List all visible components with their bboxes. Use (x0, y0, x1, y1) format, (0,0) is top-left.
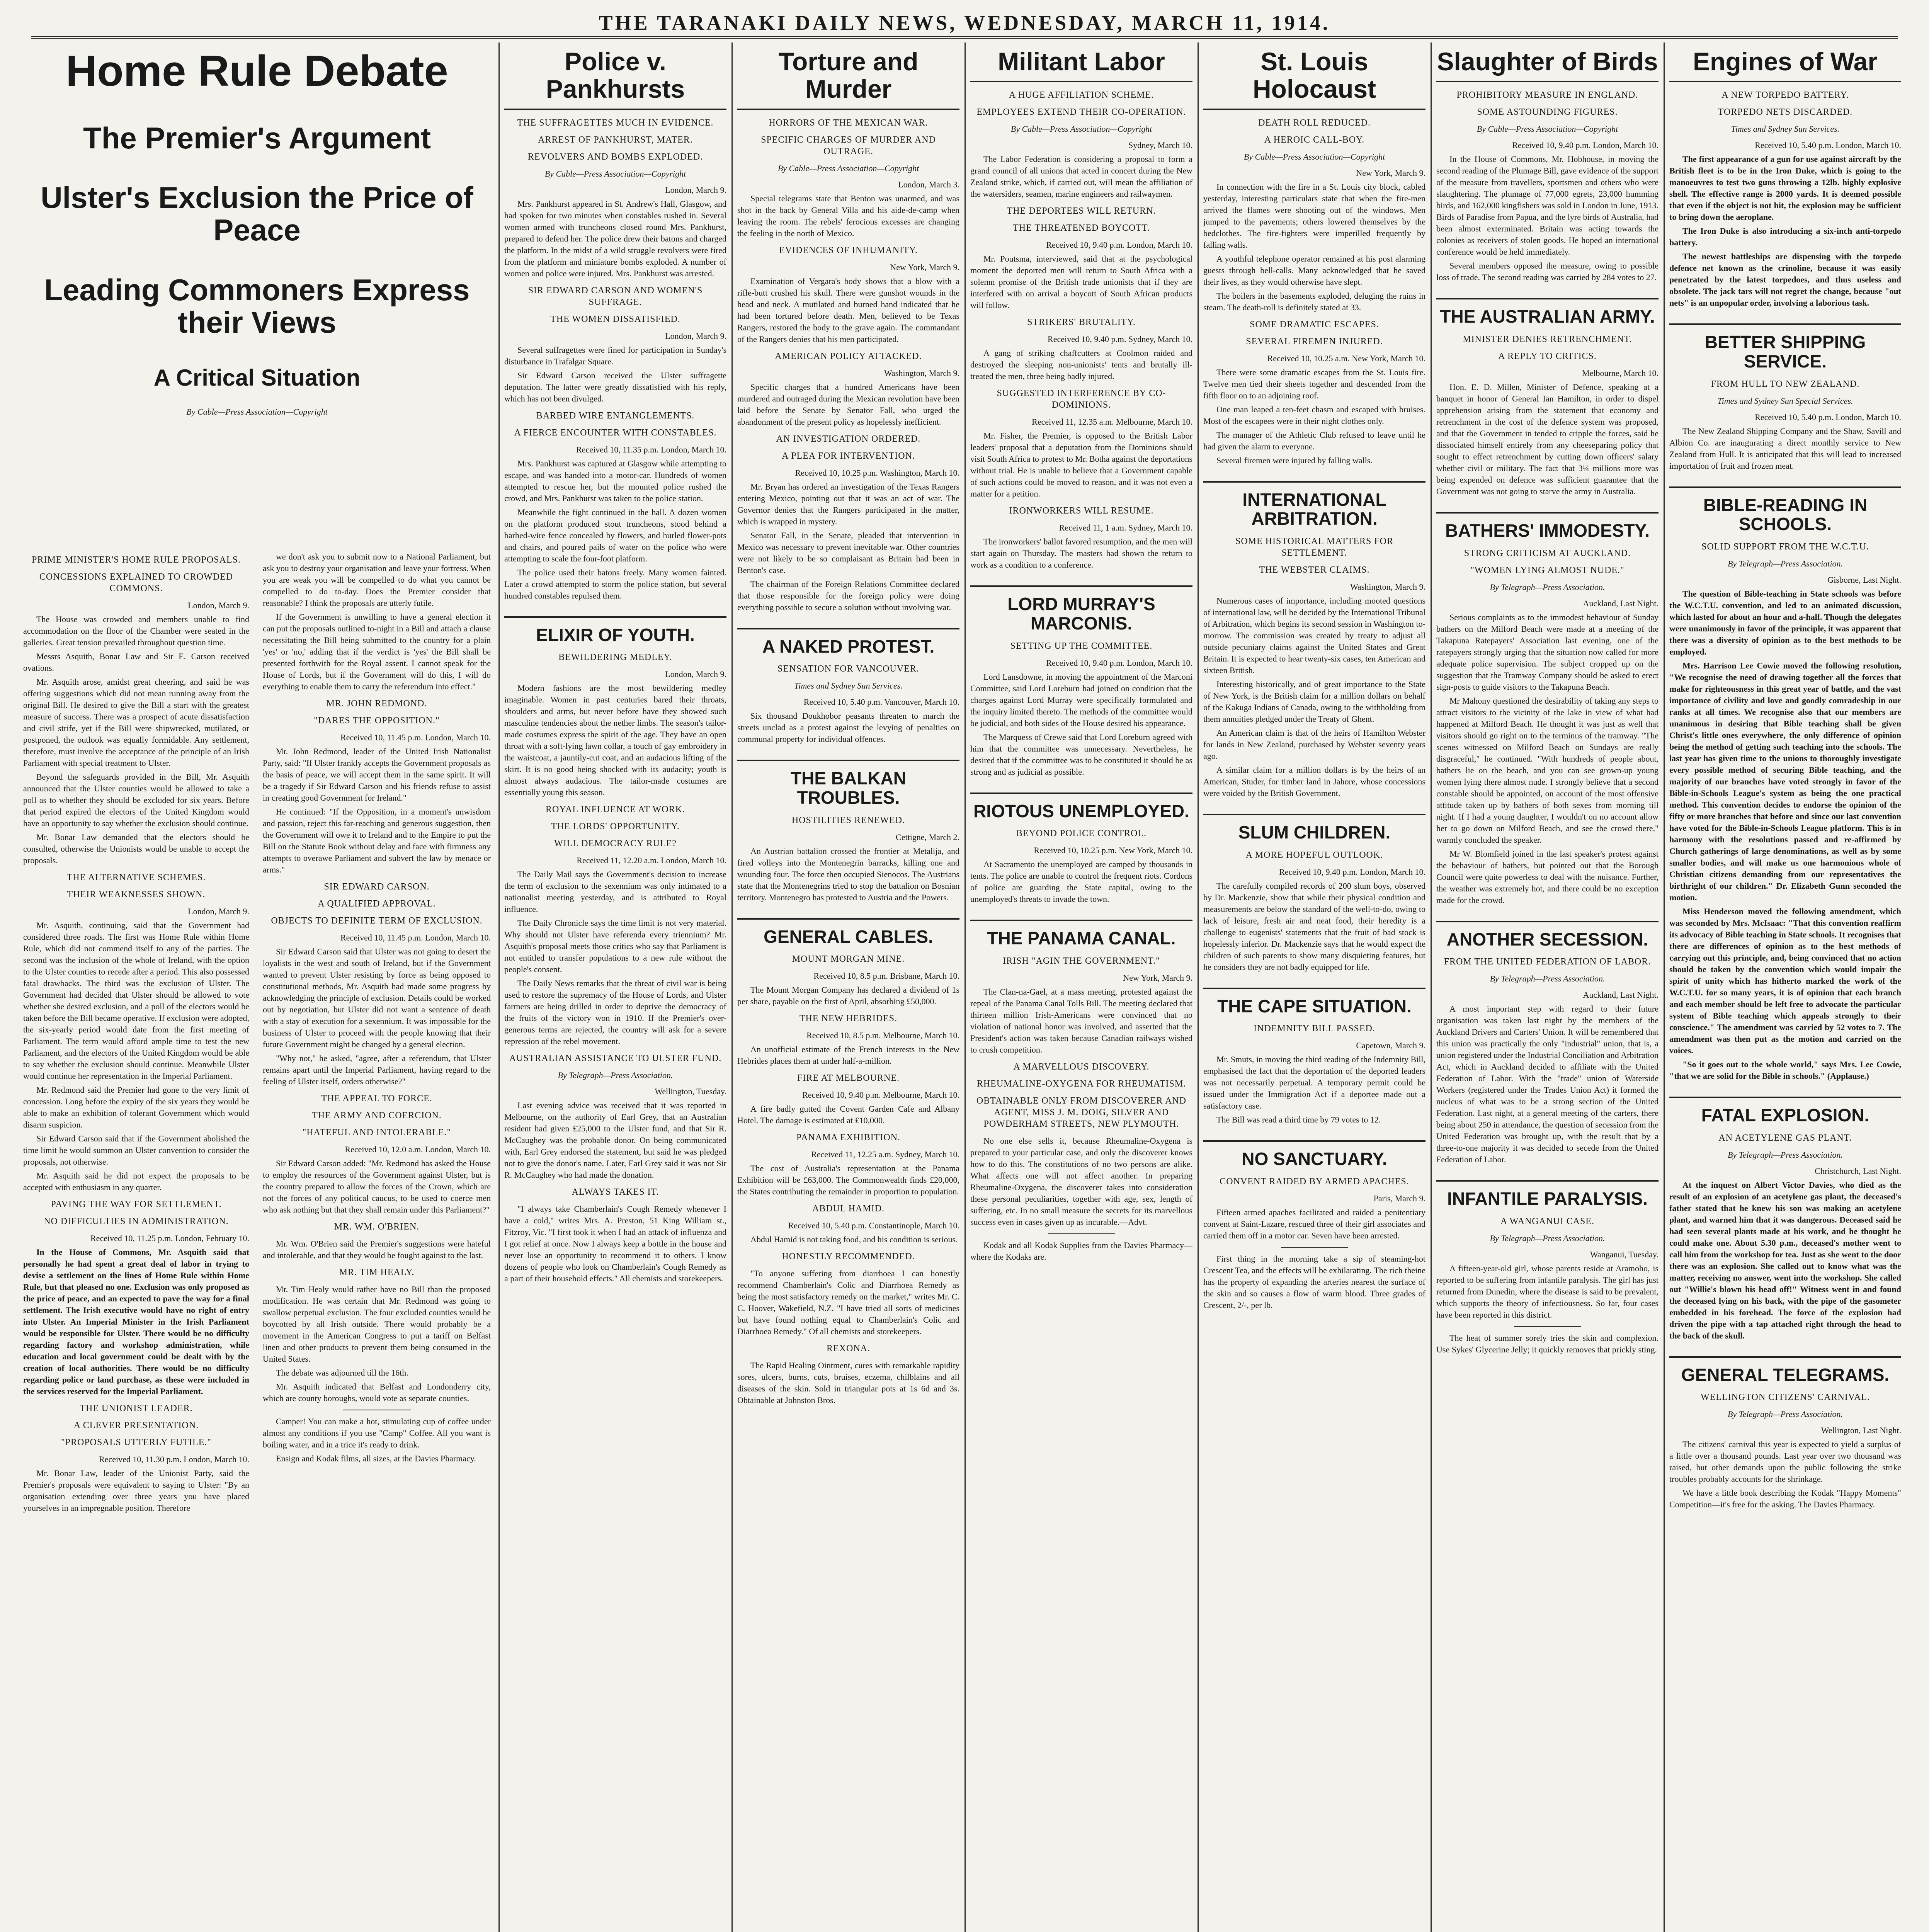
dateline: London, March 9. (665, 669, 726, 679)
dateline: Received 10, 11.30 p.m. London, March 10. (99, 1454, 249, 1464)
paragraph: Interesting historically, and of great importance to the State of New York, is the British claim for a million dollars on behalf of the Kakuga Indians of Canada, owing to the withholding from them annuities pledged under the Treaty of Ghent. (1203, 679, 1425, 724)
subhead: MINISTER DENIES RETRENCHMENT. (1463, 334, 1632, 344)
paragraph: The Bill was read a third time by 79 votes to 12. (1216, 1115, 1381, 1125)
subhead: EMPLOYEES EXTEND THEIR CO-OPERATION. (976, 107, 1186, 117)
subhead: MOUNT MORGAN MINE. (792, 954, 905, 964)
section-headline: RIOTOUS UNEMPLOYED. (970, 793, 1192, 821)
dateline: London, March 9. (665, 331, 726, 341)
paragraph: In the House of Commons, Mr. Hobhouse, in moving the second reading of the Plumage Bill, gave evidence of the support of the measure from travellers, sportsmen and others who were slaughtering. The plumage of 77,000 egrets, 23,000 humming birds, and 162,000 kingfishers was sold in London in June, 1913. Birds of Paradise from Papua, and the lyre birds of Australia, had been almost exterminated. Britain was acting towards the colonies as receivers of stolen goods. He hoped an international conference would be held immediately. (1436, 154, 1659, 257)
dateline: Paris, March 9. (1373, 1193, 1425, 1203)
subhead: CONCESSIONS EXPLAINED TO CROWDED COMMONS. (39, 572, 233, 594)
section-headline: GENERAL CABLES. (737, 918, 959, 947)
subhead: SIR EDWARD CARSON. (324, 882, 430, 892)
subhead: AN ACETYLENE GAS PLANT. (1718, 1133, 1852, 1143)
subhead: FROM THE UNITED FEDERATION OF LABOR. (1444, 957, 1651, 967)
paragraph: A fifteen-year-old girl, whose parents reside at Aramoho, is reported to be suffering from infantile paralysis. The girl has just returned from Dunedin, where the disease is said to be prevalent, which supports the theory of infectiousness. So far, four cases have been reported in this district. (1436, 1263, 1659, 1320)
subhead: WILL DEMOCRACY RULE? (554, 838, 677, 849)
byline: By Cable—Press Association—Copyright (1477, 124, 1618, 134)
paragraph: Mr. Poutsma, interviewed, said that at the psychological moment the deported men will return to South Africa with a solemn promise of the British trade unionists that if they are interfered with on arrival a boycott of South African products will follow. (970, 254, 1192, 310)
paragraph: Abdul Hamid is not taking food, and his condition is serious. (750, 1235, 958, 1245)
byline: By Cable—Press Association—Copyright (777, 163, 919, 173)
section-headline: THE PANAMA CANAL. (970, 920, 1192, 948)
home-rule-deck-3: Leading Commoners Express their Views (44, 272, 470, 339)
subhead: HONESTLY RECOMMENDED. (782, 1252, 915, 1262)
subhead: DEATH ROLL REDUCED. (1258, 117, 1371, 128)
column-torture-murder (737, 43, 959, 1932)
paragraph: Specific charges that a hundred Americans have been murdered and outraged during the Mexican revolution have been laid before the Senate by Senator Fall, who urged the abandonment of the present policy as hopelessly inefficient. (737, 382, 959, 427)
paragraph: The citizens' carnival this year is expected to yield a surplus of a little over a thousand pounds. Last year over two thousand was raised, but other demands upon the public following the strike troubles probably accounts for the shrinkage. (1669, 1439, 1901, 1484)
dateline: Received 10, 11.35 p.m. London, March 10. (576, 444, 726, 454)
dateline: Received 10, 11.45 p.m. London, March 10. (340, 733, 491, 742)
section-headline: BETTER SHIPPING SERVICE. (1669, 323, 1901, 371)
divider (1281, 1247, 1348, 1248)
subhead: THEIR WEAKNESSES SHOWN. (67, 889, 206, 900)
dateline: Received 10, 9.40 p.m. Sydney, March 10. (1048, 334, 1192, 344)
paragraph: Serious complaints as to the immodest behaviour of Sunday bathers on the Milford Beach were made at a meeting of the Takapuna Ratepayers' Association last evening, one of the ratepayers strongly urging that the situation now called for more adequate police supervision. The subject cropped up on the suggestion that the Tramway Company should be asked to erect sign-posts to guide visitors to the Takapuna Beach. (1436, 612, 1659, 692)
byline: Times and Sydney Sun Special Services. (1717, 396, 1853, 406)
dateline: Washington, March 9. (884, 368, 959, 378)
paragraph: Modern fashions are the most bewildering medley imaginable. Women in past centuries bared their throats, shoulders and arms, but never before have they showed such masculine tendencies about the nether limbs. The season's tailor-made costumes express the spirit of the age. They have an open throat with a soft-lying lawn collar, a touch of gay embroidery in the waistcoat, a jauntily-cut coat, and an audacious lifting of the skirt. It is no good being shocked with its audacity; youth is almost always audacious. The tailor-made costumes are essentially young this season. (504, 683, 726, 798)
column-headline: Torture and Murder (737, 48, 959, 110)
paragraph: An American claim is that of the heirs of Hamilton Webster for lands in New Zealand, purchased by Webster seventy years ago. (1203, 728, 1425, 761)
dateline: Wellington, Tuesday. (655, 1087, 726, 1097)
subhead: A HEROIC CALL-BOY. (1264, 134, 1365, 145)
subhead: ROYAL INFLUENCE AT WORK. (546, 804, 685, 815)
paragraph: Senator Fall, in the Senate, pleaded that intervention in Mexico was necessary to prevent inevitable war. Other countries were not likely to be so complaisant as Britain had been in Benton's case. (737, 530, 959, 575)
advertisement: Ensign and Kodak films, all sizes, at the Davies Pharmacy. (276, 1454, 476, 1463)
paragraph: Sir Edward Carson added: "Mr. Redmond has asked the House to employ the resources of the Government against Ulster, but is the country prepared to allow the forces of the Crown, which are not the forces of any political caucus, to be used to coerce men who ask nothing but that they shall remain under this Parliament?" (263, 1158, 491, 1214)
column-headline: Militant Labor (970, 48, 1192, 82)
paragraph: Mr. John Redmond, leader of the United Irish Nationalist Party, said: "If Ulster frankly accepts the Government proposals as the basis of peace, we will accept them in the same spirit. It will be a tragedy if Sir Edward Carson and his friends refuse to assist in creating good Government for Ireland." (263, 747, 491, 803)
column-police-pankhursts (504, 43, 726, 1932)
subhead: A MORE HOPEFUL OUTLOOK. (1245, 850, 1383, 860)
paragraph: Several firemen were injured by falling walls. (1216, 455, 1373, 465)
advertisement: Camper! You can make a hot, stimulating cup of coffee under almost any conditions if you use "Camp" Coffee. All you want is boiling water, and in a trice it's ready to drink. (263, 1417, 491, 1449)
dateline: Received 10, 9.40 p.m. London, March 10. (1046, 658, 1192, 668)
dateline: Washington, March 9. (1350, 582, 1425, 592)
byline: Times and Sydney Sun Services. (794, 681, 903, 691)
byline: By Telegraph—Press Association. (1490, 974, 1605, 984)
paragraph: Several suffragettes were fined for participation in Sunday's disturbance in Trafalgar Square. (504, 345, 726, 366)
dateline: Received 11, 12.25 a.m. Sydney, March 10. (811, 1150, 959, 1160)
dateline: Received 10, 12.0 a.m. London, March 10. (345, 1145, 491, 1154)
subhead: PAVING THE WAY FOR SETTLEMENT. (51, 1199, 222, 1209)
paragraph: Mr. Tim Healy would rather have no Bill than the proposed modification. He was certain that Mr. Redmond was going to swallow perpetual exclusion. The four excluded counties would be boycotted by all Irish outside. There would probably be a movement in the American Congress to put a tariff on Belfast linen and other products to prevent them being consumed in the United States. (263, 1284, 491, 1364)
byline: By Cable—Press Association—Copyright (1010, 124, 1152, 134)
section-headline: A NAKED PROTEST. (737, 628, 959, 656)
section-headline: THE BALKAN TROUBLES. (737, 760, 959, 807)
byline: By Telegraph—Press Association. (1490, 582, 1605, 592)
byline: By Cable—Press Association—Copyright (186, 406, 328, 417)
subhead: AUSTRALIAN ASSISTANCE TO ULSTER FUND. (509, 1053, 722, 1064)
subhead: ABDUL HAMID. (812, 1204, 885, 1214)
subhead: A MARVELLOUS DISCOVERY. (1013, 1061, 1150, 1072)
dateline: Wanganui, Tuesday. (1590, 1249, 1659, 1259)
subhead: SPECIFIC CHARGES OF MURDER AND OUTRAGE. (761, 134, 936, 156)
home-rule-column-b (263, 549, 491, 1932)
paragraph: Mr. Asquith indicated that Belfast and Londonderry city, which are county boroughs, would vote as separate counties. (263, 1382, 491, 1403)
advertisement: No one else sells it, because Rheumaline-Oxygena is prepared to your particular case, and only the discoverer knows how to do this. The constitutions of no two persons are alike. What affects one will not affect another. In preparing Rheumaline-Oxygena, the discoverer takes into consideration these personal peculiarities, together with age, sex, length of suffering, etc. In no small measure the secrets for its marvellous success even in cases given up as incurable.—Advt. (970, 1136, 1192, 1227)
dateline: Received 10, 10.25 p.m. New York, March 10. (1034, 845, 1192, 855)
column-rule (1664, 43, 1665, 1932)
paragraph: Mr W. Blomfield joined in the last speaker's protest against the behaviour of bathers, but pointed out that the Borough Council were quite powerless to deal with the nuisance. Further, the weather was extremely hot, and there could be no exception made for the crowd. (1436, 849, 1659, 905)
paragraph: Beyond the safeguards provided in the Bill, Mr. Asquith announced that the Ulster counties would be allowed to take a poll as to whether they should be excluded for six years. Before that period expired the electors of the United Kingdom would have an opportunity to say whether the exclusion should continue. (23, 772, 249, 828)
subhead: "PROPOSALS UTTERLY FUTILE." (61, 1437, 212, 1447)
subhead: REVOLVERS AND BOMBS EXPLODED. (527, 151, 703, 162)
subhead: NO DIFFICULTIES IN ADMINISTRATION. (44, 1216, 229, 1226)
paragraph: we don't ask you to submit now to a National Parliament, but ask you to destroy your organisation and leave your fortress. When you are weak you will be compelled to do what you cannot be compelled to do to-day. Does the Premier consider that reasonable? I think the proposals are utterly futile. (263, 552, 491, 608)
paragraph: Mr. Asquith said he did not expect the proposals to be accepted with enthusiasm in any quarter. (23, 1171, 249, 1192)
paragraph: Lord Lansdowne, in moving the appointment of the Marconi Committee, said Lord Loreburn had joined on condition that the charges against Lord Murray were specifically formulated and the inquiry limited thereto. The methods of the committee would be judicial, and both sides of the House desired his appearance. (970, 672, 1192, 728)
subhead: TORPEDO NETS DISCARDED. (1718, 107, 1853, 117)
paragraph: The Marquess of Crewe said that Lord Loreburn agreed with him that the committee was unnecessary. Nevertheless, he desired that if the committee was to be constituted it should be as strong and as judicial as possible. (970, 732, 1192, 777)
byline: By Telegraph—Press Association. (1727, 1409, 1843, 1419)
paragraph: Mr. Bryan has ordered an investigation of the Texas Rangers entering Mexico, pointing out that it was an act of war. The Governor denies that the Rangers participated in the matter, which is wrapped in mystery. (737, 481, 959, 526)
dateline: Received 10, 8.5 p.m. Brisbane, March 10. (813, 971, 959, 981)
subhead: THE ALTERNATIVE SCHEMES. (66, 872, 206, 883)
section-headline: BIBLE-READING IN SCHOOLS. (1669, 486, 1901, 534)
subhead: BARBED WIRE ENTANGLEMENTS. (536, 410, 695, 421)
subhead: THE LORDS' OPPORTUNITY. (551, 821, 680, 832)
dateline: Received 10, 5.40 p.m. Constantinople, March 10. (788, 1221, 959, 1231)
paragraph: In the House of Commons, Mr. Asquith said that personally he had spent a great deal of labor in trying to devise a settlement on the lines of Home Rule within Home Rule, but that pleased no one. Exclusion was only proposed as the price of peace, and an expected to pave the way for a final settlement. The Irish executive would have no right of entry into Ulster. An Imperial Minister in the Irish Parliament would be responsible for Ulster. There would be no difficulty regarding factory and workshop administration, while education and local government could be dealt with by the creation of local authorities. There would be no difficulty regarding police or land purchase, as these were included in the services reserved for the Imperial Parliament. (23, 1247, 249, 1396)
paragraph: The police used their batons freely. Many women fainted. Later a crowd attempted to storm the police station, but several hundred constables repulsed them. (504, 567, 726, 600)
subhead: STRIKERS' BRUTALITY. (1027, 317, 1136, 328)
subhead: FROM HULL TO NEW ZEALAND. (1711, 379, 1860, 389)
section-headline: FATAL EXPLOSION. (1669, 1097, 1901, 1125)
dateline: Received 10, 11.25 p.m. London, February 10. (90, 1233, 249, 1243)
subhead: A NEW TORPEDO BATTERY. (1721, 90, 1849, 100)
subhead: EVIDENCES OF INHUMANITY. (779, 245, 918, 255)
dateline: Received 10, 5.40 p.m. London, March 10. (1755, 412, 1901, 422)
subhead: CONVENT RAIDED BY ARMED APACHES. (1220, 1176, 1409, 1187)
subhead: SETTING UP THE COMMITTEE. (1010, 641, 1153, 651)
subhead: MR. TIM HEALY. (339, 1267, 415, 1277)
subhead: SENSATION FOR VANCOUVER. (777, 664, 919, 674)
paragraph: "So it goes out to the whole world," says Mrs. Lee Cowie, "that we are solid for the Bible in schools." (Applause.) (1669, 1059, 1901, 1081)
advertisement: "I always take Chamberlain's Cough Remedy whenever I have a cold," writes Mrs. A. Preston, 51 King William st., Fitzroy, Vic. "I first took it when I had an attack of influenza and I got relief at once. Now I always keep a bottle in the house and never lose an opportunity to recommend it to others. I know dozens of people who look on Chamberlain's Cough Remedy as a part of their household effects." All chemists and storekeepers. (504, 1204, 726, 1284)
subhead: SOME DRAMATIC ESCAPES. (1250, 319, 1379, 330)
column-headline: St. Louis Holocaust (1203, 48, 1425, 110)
dateline: Received 10, 11.45 p.m. London, March 10. (340, 933, 491, 942)
subhead: THE THREATENED BOYCOTT. (1013, 223, 1150, 233)
home-rule-headline: Home Rule Debate (66, 47, 448, 95)
advertisement: First thing in the morning take a sip of steaming-hot Crescent Tea, and the effects will be exhilarating. The rich theine has the property of expanding the arteries nearest the surface of the skin and so causes a flow of warm blood. Three grades of Crescent, 2/-, per lb. (1203, 1253, 1425, 1310)
dateline: New York, March 9. (1356, 168, 1425, 178)
paragraph: The newest battleships are dispensing with the torpedo defence net known as the crinoline, because it was easily penetrated by the latest torpedoes, and thus useless and obsolete. The jack tars will not regret the change, because "out nets" is an unpopular order, involving a laborious task. (1669, 252, 1901, 308)
paragraph: The Clan-na-Gael, at a mass meeting, protested against the repeal of the Panama Canal Tolls Bill. The meeting declared that thirteen million Irish-Americans were convinced that no violation of national honor was involved, and asserted that the President's action was taken because Canadian railways wished to crush competition. (970, 986, 1192, 1054)
dateline: Received 11, 12.20 a.m. London, March 10. (577, 855, 726, 866)
advertisement: "To anyone suffering from diarrhoea I can honestly recommend Chamberlain's Colic and Diarrhoea Remedy as being the most satisfactory remedy on the market," writes Mr. C. C. Hoover, Wakefield, N.Z. "I have tried all sorts of medicines but have found nothing equal to Chamberlain's Colic and Diarrhoea Remedy." Of all chemists and storekeepers. (737, 1269, 959, 1337)
paragraph: Mr. Asquith arose, amidst great cheering, and said he was offering suggestions which did not mean running away from the original Bill. He desired to give the Bill a start with the greatest measure of success. There was a prospect of acute dissatisfaction and civil strife, yet if the Bill were shipwrecked, mutilated, or postponed, the outlook was equally formidable. Any settlement, therefore, must involve the acceptance of the principle of an Irish Parliament with special treatment to Ulster. (23, 677, 249, 768)
subhead: BEWILDERING MEDLEY. (558, 652, 672, 663)
paragraph: Several members opposed the measure, owing to possible loss of trade. The second reading was carried by 284 votes to 27. (1436, 261, 1659, 282)
dateline: Received 10, 9.40 p.m. Melbourne, March 10. (802, 1090, 959, 1100)
subhead: OBTAINABLE ONLY FROM DISCOVERER AND AGENT, MISS J. M. DOIG, SILVER AND POWDERHAM STREETS, NEW PLYMOUTH. (976, 1095, 1187, 1129)
byline: By Telegraph—Press Association. (1727, 1150, 1843, 1160)
paragraph: Six thousand Doukhobor peasants threaten to march the streets unclad as a protest against the levying of penalties on communal property for individual offences. (737, 711, 959, 744)
paragraph: The New Zealand Shipping Company and the Shaw, Savill and Albion Co. are inaugurating a direct monthly service to New Zealand from Hull. It is anticipated that this will lead to increased importation of fruit and frozen meat. (1669, 426, 1901, 471)
paragraph: The Daily News remarks that the threat of civil war is being used to restore the supremacy of the House of Lords, and Ulster farmers are being drilled in order to deprive the democracy of the fruits of the victory won in 1910. If the Premier's over-generous terms are rejected, the country will ask for a severe repression of the rebel movement. (504, 978, 726, 1046)
byline: By Cable—Press Association—Copyright (544, 168, 686, 179)
byline: By Telegraph—Press Association. (558, 1070, 673, 1080)
paragraph: Mr. Redmond said the Premier had gone to the very limit of concession. Long before the expiry of the six years they would be able to make an exhibition of tolerant Government which would disarm suspicion. (23, 1085, 249, 1129)
paragraph: If the Government is unwilling to have a general election it can put the proposals outlined to-night in a Bill and attach a clause necessitating the Bill being submitted to the country for a plain 'yes' or 'no,' adding that if the verdict is 'yes' the Bill shall be presented forthwith for the Royal assent. I cannot speak for the House of Lords, but if the Government will do this, I will do everything to enable them to carry the referendum into effect." (263, 612, 491, 691)
dateline: Received 11, 1 a.m. Sydney, March 10. (1059, 523, 1192, 533)
column-headline: Slaughter of Birds (1436, 48, 1659, 82)
subhead: A CLEVER PRESENTATION. (73, 1420, 199, 1430)
paragraph: The ironworkers' ballot favored resumption, and the men will start again on Thursday. The masters had shown the return to work as a condition to a conference. (970, 537, 1192, 570)
dateline: Cettigne, March 2. (896, 832, 959, 842)
masthead-title: THE TARANAKI DAILY NEWS, WEDNESDAY, MARCH 11, 1914. (599, 11, 1330, 34)
dateline: Received 10, 5.40 p.m. London, March 10. (1755, 140, 1901, 150)
subhead: OBJECTS TO DEFINITE TERM OF EXCLUSION. (271, 916, 483, 926)
paragraph: Sir Edward Carson received the Ulster suffragette deputation. The latter were greatly dissatisfied with his reply, which has not been divulged. (504, 370, 726, 403)
home-rule-headlines (23, 43, 491, 545)
subhead: ARREST OF PANKHURST, MATER. (538, 134, 693, 145)
subhead: A REPLY TO CRITICS. (1498, 351, 1597, 361)
paragraph: Last evening advice was received that it was reported in Melbourne, on the authority of Earl Grey, that an Australian resident had given £25,000 to the Ulster fund, and that Sir R. McCaughey was the probable donor. On being communicated with, Earl Grey endorsed the statement, but said he was pledged not to give the donor's name. Later, Earl Grey said it was not Sir R. McCaughey who had made the donation. (504, 1100, 726, 1180)
paragraph: The Labor Federation is considering a proposal to form a grand council of all unions that acted in concert during the New Zealand strike, which, if carried out, will mean the affiliation of the watersiders, seamen, marine engineers and railwaymen. (970, 154, 1192, 199)
subhead: RHEUMALINE-OXYGENA FOR RHEUMATISM. (976, 1078, 1186, 1089)
subhead: AMERICAN POLICY ATTACKED. (775, 351, 922, 361)
column-rule (1198, 43, 1199, 1932)
subhead: BEYOND POLICE CONTROL. (1016, 828, 1147, 839)
dateline: Received 10, 9.40 p.m. London, March 10. (1512, 140, 1659, 150)
paragraph: Meanwhile the fight continued in the hall. A dozen women on the platform produced stout truncheons, stood behind a barbed-wire fence concealed by flowers, and hurled flower-pots and chairs, and poured pails of water on the police who were attempting to scale the four-foot platform. (504, 507, 726, 563)
dateline: London, March 9. (188, 906, 249, 916)
subhead: HORRORS OF THE MEXICAN WAR. (769, 117, 928, 128)
paragraph: In connection with the fire in a St. Louis city block, cabled yesterday, interesting particulars state that when the fire-men arrived the flames were shooting out of the windows. Men jumped to the pavements; others lowered themselves by the bedclothes. The fire-fighters were imperilled frequently by falling walls. (1203, 182, 1425, 250)
dateline: London, March 9. (665, 185, 726, 195)
subhead: HOSTILITIES RENEWED. (791, 815, 905, 825)
paragraph: The carefully compiled records of 200 slum boys, observed by Dr. Mackenzie, show that while their physical condition and measurements are below the standard of the well-to-do, owing to lack of leisure, fresh air and neat food, their heredity is a challenge to eugenists' statements that the fruit of bad stock is hopelessly inferior. Dr. Mackenzie says that he would expect the children of such parents to show many disquieting features, but he considers they are not badly equipped for life. (1203, 881, 1425, 972)
dateline: Melbourne, March 10. (1582, 368, 1659, 378)
section-headline: THE AUSTRALIAN ARMY. (1436, 298, 1659, 327)
dateline: Received 10, 8.5 p.m. Melbourne, March 10. (806, 1031, 959, 1041)
column-rule (731, 43, 733, 1932)
dateline: New York, March 9. (1123, 973, 1192, 983)
paragraph: Mr. Bonar Law, leader of the Unionist Party, said the Premier's proposals were equivalent to saying to Ulster: "By an organisation extending over three years you have placed yourselves in an impregnable position. Therefore (23, 1468, 249, 1513)
subhead: SOME ASTOUNDING FIGURES. (1477, 107, 1618, 117)
subhead: STRONG CRITICISM AT AUCKLAND. (1464, 548, 1631, 558)
subhead: "WOMEN LYING ALMOST NUDE." (1470, 565, 1625, 575)
masthead (31, 9, 1898, 39)
subhead: THE APPEAL TO FORCE. (321, 1094, 432, 1104)
subhead: FIRE AT MELBOURNE. (797, 1073, 900, 1083)
column-slaughter-of-birds (1436, 43, 1659, 1932)
subhead: INDEMNITY BILL PASSED. (1254, 1024, 1375, 1034)
advertisement: We have a little book describing the Kodak "Happy Moments" Competition—it's free for the asking. The Davies Pharmacy. (1669, 1488, 1901, 1510)
paragraph: Mrs. Harrison Lee Cowie moved the following resolution, "We recognise the need of drawing together all the forces that make for righteousness in this great year of battle, and the vast importance of civility and love and goodly comradeship in our ranks at all times. We recognise also that our members are unanimous in desiring that Bible teaching shall be given Christ's little ones everywhere, the only difference of opinion being the method of getting such teaching into the schools. The last year has given time to the unions to thoroughly investigate every possible method of securing Bible teaching, and the majority of our branches have voted strongly in favor of the Bible-in-Schools League's system as being the one practical method. This convention decides to endorse the opinion of the fifty or more branches that before and since our last convention have voted for the Bible-in-Schools League platform. This is in harmony with the resolutions passed and re-affirmed by Church gatherings of large denominations, as well as by some smaller bodies, and will make us one harmonious whole of Christian citizens demanding from our representatives the birthright of our children." Dr. Elizabeth Gunn seconded the motion. (1669, 660, 1901, 902)
paragraph: The chairman of the Foreign Relations Committee declared that those responsible for the foreign policy were doing everything possible to secure a solution without involving war. (737, 579, 959, 612)
paragraph: The Daily Chronicle says the time limit is not very material. Why should not Ulster have referenda every triennium? Mr. Asquith's proposal meets those critics who say that Parliament is not entitled to transfer populations to a new rule without the people's consent. (504, 918, 726, 975)
section-headline: BATHERS' IMMODESTY. (1436, 512, 1659, 541)
paragraph: The Daily Mail says the Government's decision to increase the term of exclusion to the sexennium was only intimated to a nationalist meeting yesterday, and is attributed to Royal influence. (504, 869, 726, 914)
subhead: THE SUFFRAGETTES MUCH IN EVIDENCE. (517, 117, 714, 128)
dateline: London, March 9. (188, 600, 249, 610)
home-rule-deck-4: A Critical Situation (153, 365, 361, 391)
paragraph: A similar claim for a million dollars is by the heirs of an American, Studer, for timber land in Jahore, whose concessions were voided by the British Government. (1203, 765, 1425, 798)
paragraph: A gang of striking chaffcutters at Coolmon raided and destroyed the sleeping non-unionists' tents and brutally ill-treated the men, three being badly injured. (970, 348, 1192, 381)
subhead: A WANGANUI CASE. (1500, 1216, 1594, 1226)
column-militant-labor (970, 43, 1192, 1932)
paragraph: The boilers in the basements exploded, deluging the ruins in steam. The death-roll is definitely stated at 33. (1203, 291, 1425, 312)
paragraph: "Why not," he asked, "agree, after a referendum, that Ulster remains apart until the Imperial Parliament, having regard to the feeling of Ulster itself, orders otherwise?" (263, 1053, 491, 1086)
subhead: A HUGE AFFILIATION SCHEME. (1009, 90, 1154, 100)
paragraph: Numerous cases of importance, including mooted questions of international law, will be decided by the International Tribunal of Arbitration, which begins its second session in Washington to-morrow. The commission was created by treaty to adjust all outside pecuniary claims against the United States and Great Britain. It is expected to hear twenty-six cases, ten American and sixteen British. (1203, 595, 1425, 675)
subhead: THE DEPORTEES WILL RETURN. (1007, 206, 1156, 216)
dateline: London, March 3. (898, 179, 959, 189)
paragraph: Mr Mahony questioned the desirability of taking any steps to attract visitors to the vicinity of the lake in view of what had happened at Milford Beach. He thought it was just as well that visitors should go right on to the terminus of the tramway. "The scenes witnessed on Milford Beach on Sundays are really disgraceful," he continued. "With hundreds of people about, bathers lie on the beach, and you can see grown-up young women lying there almost nude. I strongly believe that a second constable should be appointed, on account of the most offensive attitude taken up by bathers of both sexes from morning till night. If I had a young daughter, I wouldn't on no account allow her to go down on Milford Beach, and see the crowd there," warmly concluded the speaker. (1436, 696, 1659, 845)
subhead: THE WOMEN DISSATISFIED. (550, 314, 680, 324)
byline: By Telegraph—Press Association. (1490, 1233, 1605, 1243)
byline: By Telegraph—Press Association. (1727, 558, 1843, 568)
paragraph: Mr. Smuts, in moving the third reading of the Indemnity Bill, emphasised the fact that the deportation of the deported leaders was not necessarily perpetual. A temporary permit could be issued under the Immigration Act if a deportee made out a satisfactory case. (1203, 1054, 1425, 1111)
paragraph: Hon. E. D. Millen, Minister of Defence, speaking at a banquet in honor of General Ian Hamilton, in order to dispel apprehension arising from the statement that economy and retrenchment in the cost of the defence system was proposed, and that the Government in tended to cripple the forces, said he dissociated himself entirely from any cheeseparing policy that sought to effect retrenchment by cutting down officers' salary whether civil or military. The fact that 3¼ millions more was being expended on defence was sufficient guarantee that the Government was not going to starve the army in Australia. (1436, 382, 1659, 496)
subhead: REXONA. (827, 1344, 870, 1354)
section-headline: NO SANCTUARY. (1203, 1140, 1425, 1169)
paragraph: The cost of Australia's representation at the Panama Exhibition will be £63,000. The Commonwealth finds £20,000, the States contributing the remainder in proportion to population. (737, 1163, 959, 1197)
subhead: ALWAYS TAKES IT. (572, 1187, 659, 1197)
subhead: WELLINGTON CITIZENS' CARNIVAL. (1700, 1392, 1870, 1403)
subhead: IRONWORKERS WILL RESUME. (1009, 506, 1154, 516)
subhead: SOME HISTORICAL MATTERS FOR SETTLEMENT. (1235, 536, 1394, 558)
paragraph: Mr. Bonar Law demanded that the electors should be consulted, otherwise the Unionists would be unable to accept the proposals. (23, 832, 249, 865)
column-rule (498, 43, 500, 1932)
paragraph: Messrs Asquith, Bonar Law and Sir E. Carson received ovations. (23, 651, 249, 673)
paragraph: A youthful telephone operator remained at his post alarming guests through bell-calls. Many acknowledged that he saved their lives, as they would otherwise have slept. (1203, 253, 1425, 287)
dateline: Auckland, Last Night. (1583, 598, 1659, 608)
paragraph: At the inquest on Albert Victor Davies, who died as the result of an explosion of an acetylene gas plant, the deceased's father stated that he knew his son was making an acetylene plant, and warned him that it was dangerous. Deceased said he had seen several plants made at his work, and he thought he could make one. About 5.30 p.m., deceased's mother went to call him from the workshop for tea. Just as she went to the door there was an explosion. She called out to know what was the matter, receiving no answer, went into the workshop. She called out "Willie's blown his head off!" Witness went in and found the deceased lying on his back, with the pipe of the gasometer embedded in his forehead. The force of the explosion had driven the pipe with a tap attached right through the head to the back of the skull. (1669, 1180, 1901, 1340)
dateline: Wellington, Last Night. (1821, 1425, 1901, 1435)
paragraph: He continued: "If the Opposition, in a moment's unwisdom and passion, reject this far-reaching and generous suggestion, then the Government will owe it to Ireland and to the Empire to put the Bill on the Statute Book without delay and face with firmness any attempts to overawe Parliament and subvert the law by menace or arms." (263, 807, 491, 874)
paragraph: At Sacramento the unemployed are camped by thousands in tents. The police are unable to control the frequent riots. Cordons of police are guarding the State capital, owing to the unemployed's threats to invade the town. (970, 859, 1192, 904)
subhead: A QUALIFIED APPROVAL. (318, 899, 436, 909)
subhead: PANAMA EXHIBITION. (796, 1133, 901, 1143)
paragraph: Special telegrams state that Benton was unarmed, and was shot in the back by General Villa and his aide-de-camp when leaving the room. The rebels' ferocious excesses are changing the feeling in the north of Mexico. (737, 193, 959, 238)
column-st-louis-holocaust (1203, 43, 1425, 1932)
subhead: IRISH "AGIN THE GOVERNMENT." (1003, 956, 1160, 966)
section-headline: GENERAL TELEGRAMS. (1669, 1356, 1901, 1385)
paragraph: Fifteen armed apaches facilitated and raided a penitentiary convent at Saint-Lazare, rescued three of their girl associates and carried them off in a motor car. Seven have been arrested. (1203, 1207, 1425, 1240)
advertisement: The Rapid Healing Ointment, cures with remarkable rapidity sores, ulcers, burns, cuts, bruises, eczema, chilblains and all diseases of the skin. Sold in triangular pots at 1s 6d and 3s. Obtainable at Johnston Bros. (737, 1361, 959, 1405)
paragraph: Mrs. Pankhurst appeared in St. Andrew's Hall, Glasgow, and had spoken for two minutes when constables rushed in. Several women armed with truncheons closed round Mrs. Pankhurst, prepared to defend her. The police drew their batons and charged the platform. In the midst of a wild struggle revolvers were fired from the platform and miniature bombs exploded. A number of women and police were injured. Mrs. Pankhurst was arrested. (504, 199, 726, 278)
column-rule (1431, 43, 1432, 1932)
subhead: SOLID SUPPORT FROM THE W.C.T.U. (1701, 541, 1869, 552)
subhead: "HATEFUL AND INTOLERABLE." (302, 1128, 451, 1138)
section-headline: THE CAPE SITUATION. (1203, 988, 1425, 1016)
dateline: Auckland, Last Night. (1583, 990, 1659, 1000)
paragraph: Sir Edward Carson said that Ulster was not going to desert the loyalists in the west and south of Ireland, but if the Government wanted to prevent Ulster resisting by force as being opposed to constitutional methods, Mr. Asquith had made some progress by acknowledging the principle of exclusion. Details could be worked out by negotiation, but Ulster did not want a sentence of death with a stay of execution for a sexennium. It was impossible for the business of Ulster to proceed with the people knowing that their future Government might be changed by a general election. (263, 947, 491, 1049)
advertisement: The heat of summer sorely tries the skin and complexion. Use Sykes' Glycerine Jelly; it quickly removes that prickly sting. (1436, 1333, 1659, 1354)
paragraph: The House was crowded and members unable to find accommodation on the floor of the Chamber were seated in the galleries. Great tension prevailed throughout question time. (23, 614, 249, 647)
subhead: MR. WM. O'BRIEN. (334, 1222, 420, 1232)
paragraph: An Austrian battalion crossed the frontier at Metalija, and fired volleys into the Montenegrin barracks, killing one and wounding four. The force then occupied Sienocos. The Austrians state that the Montenegrins tried to stop the battalion on Bosnian territory. Montenegro has protested to Austria and the Powers. (737, 846, 959, 902)
subhead: THE UNIONIST LEADER. (80, 1403, 193, 1413)
paragraph: A most important step with regard to their future organisation was taken last night by the members of the Auckland Drivers and Carters' Union. It will be remembered that this union was practically the only "industrial" union, that is, a union registered under the Industrial Conciliation and Arbitration Act, which in Auckland decided to affiliate with the United Federation of Labor. With the "trade" union of Waterside Workers (registered under the Trades Union Act) it formed the nucleus of what was to be a strong section of the United Federation. Last night, at a general meeting of the carters, there being about 250 in attendance, the question of secession from the United Federation was brought up, with the result that by a three-to-one majority it was decided to secede from the United Federation of Labor. (1436, 1004, 1659, 1165)
subhead: AN INVESTIGATION ORDERED. (776, 434, 921, 444)
advertisement: Kodak and all Kodak Supplies from the Davies Pharmacy—where the Kodaks are. (970, 1240, 1192, 1262)
paragraph: An unofficial estimate of the French interests in the New Hebrides places them at under half-a-million. (737, 1044, 959, 1066)
dateline: Christchurch, Last Night. (1815, 1166, 1901, 1176)
paragraph: Examination of Vergara's body shows that a blow with a rifle-butt crushed his skull. There were gunshot wounds in the head and neck. A mutilated and burned hand indicated that he had been tortured before death. Men, believed to be Texas Rangers, restored the body to the grave again. The commandant of the Rangers denies that his men participated. (737, 276, 959, 344)
dateline: Received 10, 5.40 p.m. Vancouver, March 10. (803, 697, 959, 707)
column-engines-of-war (1669, 43, 1901, 1932)
paragraph: Mrs. Pankhurst was captured at Glasgow while attempting to escape, and was handed into a motor-car. Hundreds of women attempted to rescue her, but the mounted police rushed the crowd, and Mrs. Pankhurst was taken to the police station. (504, 458, 726, 503)
dateline: Received 10, 10.25 p.m. Washington, March 10. (795, 468, 959, 478)
section-headline: SLUM CHILDREN. (1203, 814, 1425, 842)
paragraph: Miss Henderson moved the following amendment, which was seconded by Mrs. McIsaac: "That this convention reaffirm its advocacy of Bible teaching in State schools. It recognises that there are differences of opinion as to the best methods of carrying out this principle, and, being convinced that no action should be taken by the convention which would impair the spirit of unity which has hitherto marked the work of the W.C.T.U. for so many years, it is of opinion that each branch and each member should be left free to advocate the particular system of Bible teaching which appeals strongly to their conscience." The amendment was carried by 52 votes to 7. The amendment was then put as the motion and carried on the voices. (1669, 906, 1901, 1055)
section-headline: INFANTILE PARALYSIS. (1436, 1180, 1659, 1209)
paragraph: The first appearance of a gun for use against aircraft by the British fleet is to be in the Iron Duke, which is going to the manoeuvres to test two guns throwing a 12lb. highly explosive shell. The effective range is 2000 yards. It is deemed possible that even if the object is not hit, the explosion may be sufficient to bring down the aeroplane. (1669, 154, 1901, 222)
paragraph: One man leaped a ten-feet chasm and escaped with bruises. Most of the escapees were in their night clothes only. (1203, 404, 1425, 426)
subhead: PRIME MINISTER'S HOME RULE PROPOSALS. (32, 555, 241, 565)
subhead: SUGGESTED INTERFERENCE BY CO-DOMINIONS. (997, 388, 1166, 410)
section-headline: INTERNATIONAL ARBITRATION. (1203, 481, 1425, 529)
section-headline: ELIXIR OF YOUTH. (504, 616, 726, 645)
subhead: SEVERAL FIREMEN INJURED. (1246, 336, 1383, 347)
section-headline: ANOTHER SECESSION. (1436, 921, 1659, 949)
section-headline: LORD MURRAY'S MARCONIS. (970, 585, 1192, 633)
subhead: PROHIBITORY MEASURE IN ENGLAND. (1456, 90, 1638, 100)
paragraph: Mr. Fisher, the Premier, is opposed to the British Labor leaders' proposal that a deputation from the Dominions should visit South Africa to protest to Mr. Botha against the deportations without trial. He is unable to believe that a Government capable of such actions could be moved to reason, and it was not even a matter for a petition. (970, 431, 1192, 499)
column-headline: Engines of War (1669, 48, 1901, 82)
paragraph: The manager of the Athletic Club refused to leave until he had given the alarm to everyone. (1203, 430, 1425, 451)
divider (1048, 1233, 1115, 1234)
paragraph: A fire badly gutted the Covent Garden Cafe and Albany Hotel. The damage is estimated at £10,000. (737, 1104, 959, 1126)
dateline: Received 11, 12.35 a.m. Melbourne, March 10. (1032, 417, 1192, 427)
column-rule (964, 43, 966, 1932)
home-rule-deck-1: The Premier's Argument (83, 121, 431, 155)
paragraph: The Mount Morgan Company has declared a dividend of 1s per share, payable on the first of April, absorbing £50,000. (737, 985, 959, 1007)
byline: Times and Sydney Sun Services. (1731, 124, 1840, 134)
paragraph: There were some dramatic escapes from the St. Louis fire. Twelve men tied their sheets together and descended from the fifth floor on to an adjoining roof. (1203, 367, 1425, 400)
dateline: Capetown, March 9. (1356, 1041, 1425, 1051)
subhead: SIR EDWARD CARSON AND WOMEN'S SUFFRAGE. (528, 285, 703, 307)
paragraph: Mr. Wm. O'Brien said the Premier's suggestions were hateful and intolerable, and that they would be fought against to the last. (263, 1239, 491, 1260)
dateline: Received 10, 9.40 p.m. London, March 10. (1046, 240, 1192, 250)
paragraph: The debate was adjourned till the 16th. (276, 1368, 408, 1378)
subhead: THE NEW HEBRIDES. (799, 1014, 898, 1024)
dateline: Gisborne, Last Night. (1827, 575, 1901, 585)
subhead: MR. JOHN REDMOND. (326, 699, 427, 709)
dateline: New York, March 9. (890, 262, 959, 272)
divider (1514, 1326, 1581, 1327)
dateline: Received 10, 9.40 p.m. London, March 10. (1279, 867, 1425, 877)
paragraph: The question of Bible-teaching in State schools was before the W.C.T.U. convention, and led to an animated discussion, which lasted for about an hour and a-half. Though the delegates were unanimously in favor of the principle, it was apparent that there was a diversity of opinion as to the best methods to be employed. (1669, 588, 1901, 656)
byline: By Cable—Press Association—Copyright (1243, 151, 1385, 162)
column-headline: Police v. Pankhursts (504, 48, 726, 110)
subhead: A PLEA FOR INTERVENTION. (782, 451, 915, 461)
dateline: Sydney, March 10. (1128, 140, 1192, 150)
home-rule-column-a (23, 549, 249, 1932)
paragraph: The Iron Duke is also introducing a six-inch anti-torpedo battery. (1669, 226, 1901, 248)
paragraph: Sir Edward Carson said that if the Government abolished the time limit he would summon an Ulster convention to consider the proposals, not otherwise. (23, 1134, 249, 1167)
subhead: A FIERCE ENCOUNTER WITH CONSTABLES. (514, 427, 717, 438)
home-rule-deck-2: Ulster's Exclusion the Price of Peace (41, 180, 473, 247)
subhead: THE ARMY AND COERCION. (312, 1111, 442, 1121)
dateline: Received 10, 10.25 a.m. New York, March 10. (1267, 353, 1425, 363)
paragraph: Mr. Asquith, continuing, said that the Government had considered three roads. The first was Home Rule within Home Rule, which did not commend itself to any of the parties. The second was the inclusion of the whole of Ireland, with the option to the Ulster counties to recede after a period. This also possessed fatal drawbacks. The third was the exclusion of Ulster. The Government had decided that Ulster should be allowed to vote whether she desired exclusion, and a poll of the electors would be taken before the Bill became operative. If exclusion were adopted, the six-yearly period would date from the first meeting of Parliament. The term would afford ample time to test the new Parliament, and the electors of the United Kingdom would be able to say whether the exclusion should continue. Meanwhile Ulster would continue her representation in the Imperial Parliament. (23, 920, 249, 1081)
subhead: THE WEBSTER CLAIMS. (1259, 565, 1370, 575)
subhead: "DARES THE OPPOSITION." (314, 716, 440, 726)
